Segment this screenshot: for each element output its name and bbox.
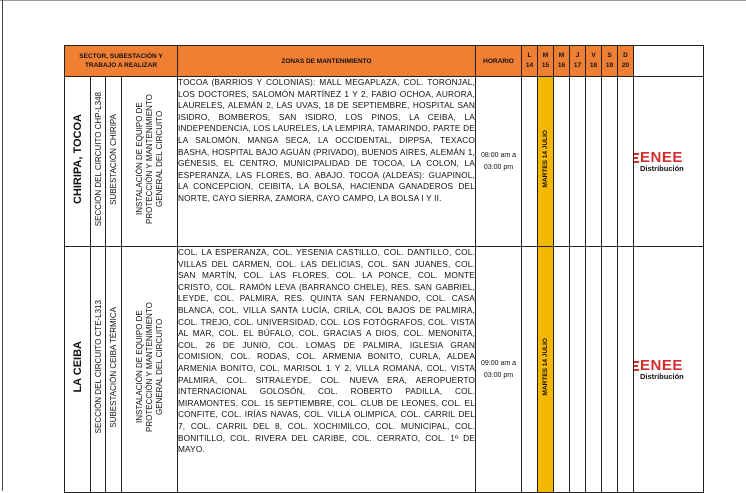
day-number: 14: [525, 62, 534, 69]
circuit-cell: [91, 247, 106, 493]
day-number: 18: [589, 62, 598, 69]
zones-cell: TOCOA (BARRIOS Y COLONIAS): MALL MEGAPLAZA, COL. TORONJAL, LOS DOCTORES, SALOMÓN MARTÍNEZ 1 Y 2, FABIO OCHOA, AURORA, LAURELES, ALEMÁN 2, LAS UVAS, 18 DE SEPTIEMBRE, HOSPITAL SAN ISIDRO, BOMBEROS, SAN ISIDRO, LOS PINOS, LA CEIBA, LA INDEPENDENCIA, LOS LAURELES, LA LEMPIRA, TAMARINDO, PARTE DE LA SALOMÓN, MANGA SECA, LA OCCIDENTAL, DIPPSA, TEXACO BASHA, HOSPITAL BAJO AGUÁN (PRIVADO), BUENOS AIRES, ALEMÁN 1, GÉNESIS, EL CENTRO, MUNICIPALIDAD DE TOCOA, LA COLON, LA ESPERANZA, LAS FLORES, BO. ABAJO. TOCOA (ALDEAS): GUAPINOL, LA CONCEPCION, CEIBITA, LA BOLSA, HACIENDA GANADEROS DEL NORTE, CAYO SIERRA, ZAMORA, CAYO CAMPO, LA BOLSA I Y II.: [178, 77, 476, 247]
schedule-end: 03:00 pm: [483, 163, 514, 171]
date-label: MARTES 14 JULIO: [542, 338, 549, 396]
circuit-cell: [91, 77, 106, 247]
day-letter: S: [607, 52, 612, 59]
day-cell: [618, 77, 634, 247]
header-zonas: ZONAS DE MANTENIMIENTO: [178, 46, 476, 77]
enee-logo: [634, 356, 703, 381]
table-row: [65, 247, 704, 493]
table-row: [65, 77, 704, 247]
day-number: 19: [605, 62, 614, 69]
work-description: INSTALACIÓN DE EQUIPO DE PROTECCIÓN Y MANTENIMIENTO GENERAL DEL CIRCUITO: [134, 302, 164, 432]
day-cell: [618, 247, 634, 493]
work-cell: [122, 247, 178, 493]
logo-name: ENEE: [640, 148, 683, 166]
schedule-cell: [476, 247, 522, 493]
header-logo-cell: [634, 46, 704, 77]
date-label: MARTES 14 JULIO: [542, 130, 549, 188]
logo-subtitle: Distribución: [640, 371, 684, 381]
zones-cell: COL. LA ESPERANZA, COL. YESENIA CASTILLO, COL. DANTILLO, COL. VILLAS DEL CARMEN, COL. LAS DELICIAS, COL. SAN JUANES, COL. SAN MARTÍN, COL. LAS FLORES, COL. LA PONCE, COL. MONTE CRISTO, COL. RAMÓN LEVA (BARRANCO CHELE), RES. SAN GABRIEL, LEYDE, COL. PALMIRA, RES. QUINTA SAN FERNANDO, COL. CASA BLANCA, COL. VILLA SANTA LUCÍA, CRILA, COL BAJOS DE PALMIRA, COL. TREJO, COL. UNIVERSIDAD, COL. LOS FOTÓGRAFOS, COL. VISTA AL MAR, COL. EL BÚFALO, COL. GRACIAS A DIOS, COL. MENONITA, COL. 26 DE JUNIO, COL. LOMAS DE PALMIRA, IGLESIA GRAN COMISION, COL. RODAS, COL. ARMENIA BONITO, CURLA, ALDEA ARMENIA BONITO, COL. MARISOL 1 Y 2, VILLA ROMANA, COL. VISTA PALMIRA, COL. SITRALEYDE, COL. NUEVA ERA, AEROPUERTO INTERNACIONAL GOLOSÓN, COL. ROBERTO PADILLA, COL. MIRAMONTES, COL. 15 SEPTIEMBRE, COL. CLUB DE LEONES, COL. EL CONFITE, COL. IRÍAS NAVAS, COL. VILLA OLIMPICA, COL. CARRIL DEL 7, COL. CARRIL DEL 8, COL. XOCHIMILCO, COL. MUNICIPAL, COL. BONITILLO, COL. RIVERA DEL CARIBE, COL. CERRATO, COL. 1º DE MAYO.: [178, 247, 476, 493]
substation-cell: [106, 247, 122, 493]
day-cell-highlighted: [538, 77, 554, 247]
work-description: INSTALACIÓN DE EQUIPO DE PROTECCIÓN Y MANTENIMIENTO GENERAL DEL CIRCUITO: [134, 94, 164, 224]
circuit-name: SECCIÓN DEL CIRCUITO CTE-L313: [93, 300, 103, 434]
day-letter: L: [527, 52, 532, 59]
schedule-end: 03:00 pm: [483, 371, 514, 379]
sector-cell: [65, 77, 91, 247]
day-cell: [522, 247, 538, 493]
logo-name: ENEE: [640, 356, 683, 374]
maintenance-schedule-table: [64, 45, 704, 493]
schedule-start: 09:00 am a: [480, 359, 517, 367]
day-letter: M: [542, 52, 549, 59]
day-cell: [570, 77, 586, 247]
substation-name: SUBESTACIÓN CHIRIPA: [109, 113, 118, 205]
enee-logo-mark-icon: [634, 361, 639, 371]
page-top-edge: [0, 0, 746, 1]
sector-name: LA CEIBA: [71, 341, 84, 393]
header-day: [586, 46, 602, 77]
work-cell: [122, 77, 178, 247]
day-number: 17: [573, 62, 582, 69]
sector-cell: [65, 247, 91, 493]
day-cell: [602, 247, 618, 493]
day-cell: [522, 77, 538, 247]
day-cell: [586, 77, 602, 247]
day-cell: [554, 247, 570, 493]
day-cell: [602, 77, 618, 247]
header-row: [65, 46, 704, 77]
header-horario: HORARIO: [476, 46, 522, 77]
substation-cell: [106, 77, 122, 247]
day-letter: V: [591, 52, 596, 59]
header-day: [570, 46, 586, 77]
page-left-edge: [2, 0, 3, 491]
enee-logo-mark-icon: [634, 153, 639, 163]
logo-subtitle: Distribución: [640, 163, 684, 173]
header-day: [538, 46, 554, 77]
day-number: 16: [557, 62, 566, 69]
header-day: [618, 46, 634, 77]
header-day: [554, 46, 570, 77]
header-day: [602, 46, 618, 77]
logo-cell: [634, 247, 704, 493]
enee-logo: [634, 148, 703, 173]
day-number: 15: [541, 62, 550, 69]
day-cell: [570, 247, 586, 493]
schedule-cell: [476, 77, 522, 247]
sector-name: CHIRIPA, TOCOA: [71, 113, 84, 205]
header-day: [522, 46, 538, 77]
circuit-name: SECCIÓN DEL CIRCUITO CHP-L348: [93, 91, 103, 227]
day-cell: [586, 247, 602, 493]
day-cell: [554, 77, 570, 247]
day-letter: M: [558, 52, 565, 59]
schedule-start: 08:00 am a: [480, 151, 517, 159]
header-sector: SECTOR, SUBESTACIÓN Y TRABAJO A REALIZAR: [65, 46, 178, 77]
day-letter: D: [623, 52, 628, 59]
day-number: 20: [621, 62, 630, 69]
substation-name: SUBESTACIÓN CEIBA TÉRMICA: [109, 306, 118, 428]
day-letter: J: [575, 52, 580, 59]
day-cell-highlighted: [538, 247, 554, 493]
logo-cell: [634, 77, 704, 247]
